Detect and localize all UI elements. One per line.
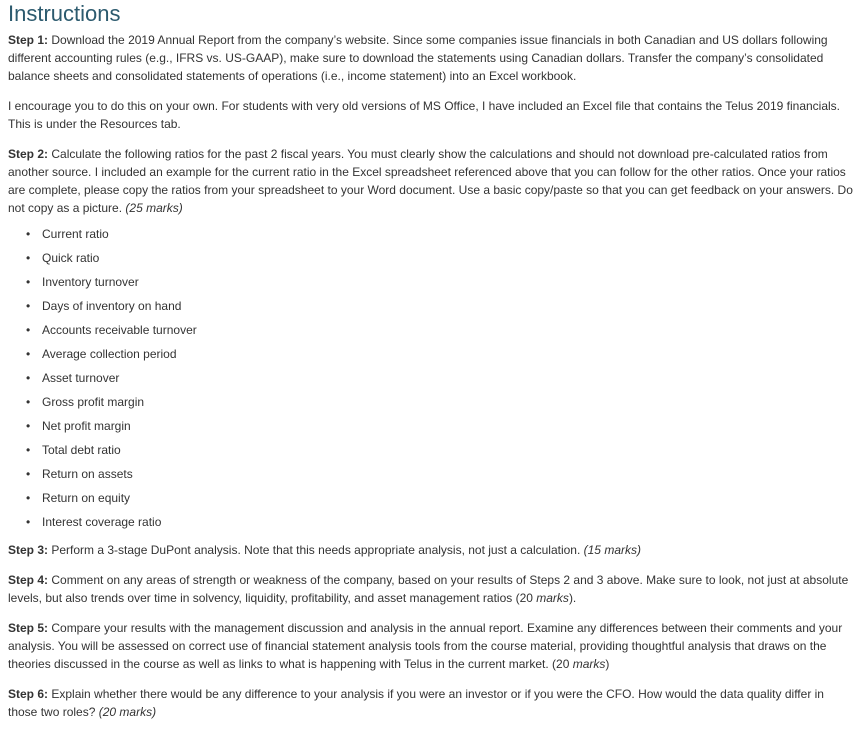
bullet-icon: • [26, 443, 31, 457]
bullet-icon: • [26, 323, 31, 337]
bullet-icon: • [26, 347, 31, 361]
step-5-label: Step 5: [8, 621, 49, 635]
step-4-tail: ). [568, 591, 577, 605]
page-title: Instructions [8, 1, 121, 26]
bullet-icon: • [26, 491, 31, 505]
ratio-label: Inventory turnover [42, 275, 139, 289]
bullet-icon: • [26, 299, 31, 313]
step-4-marks: marks [536, 591, 569, 605]
step-3-label: Step 3: [8, 543, 49, 557]
ratio-label: Quick ratio [42, 251, 100, 265]
step-6-marks: (20 marks) [98, 705, 157, 719]
ratio-label: Average collection period [42, 347, 177, 361]
bullet-icon: • [26, 371, 31, 385]
step-2-marks: (25 marks) [125, 201, 183, 215]
bullet-icon: • [26, 395, 31, 409]
ratio-item [26, 393, 854, 411]
ratio-item [26, 297, 854, 315]
ratio-label: Gross profit margin [42, 395, 145, 409]
ratio-item [26, 345, 854, 363]
ratio-label: Interest coverage ratio [42, 515, 162, 529]
ratio-item [26, 465, 854, 483]
ratio-item [26, 321, 854, 339]
bullet-icon: • [26, 467, 31, 481]
step-1-label: Step 1: [8, 33, 49, 47]
ratio-item [26, 513, 854, 531]
step-1-paragraph [8, 31, 854, 85]
bullet-icon: • [26, 419, 31, 433]
step-6-paragraph [8, 685, 854, 721]
ratio-label: Return on equity [42, 491, 131, 505]
ratio-list [8, 225, 854, 531]
step-5-marks: marks [572, 657, 606, 671]
ratio-label: Asset turnover [42, 371, 120, 385]
bullet-icon: • [26, 251, 31, 265]
step-1-text: Download the 2019 Annual Report from the company’s website. Since some companies issue financials in both Canadian and US dollars following different accounting rules (e.g., IFRS vs. US-GAAP), make sure to download the statements using Canadian dollars. Transfer the company’s consolidated balance sheets and consolidated statements of operations (i.e., income statement) into an Excel workbook. [8, 33, 828, 83]
ratio-item [26, 489, 854, 507]
step-5-tail: ) [605, 657, 610, 671]
resources-note-paragraph [8, 97, 854, 133]
bullet-icon: • [26, 227, 31, 241]
ratio-item [26, 441, 854, 459]
ratio-label: Return on assets [42, 467, 133, 481]
resources-note-text: I encourage you to do this on your own. For students with very old versions of MS Office, I have included an Excel file that contains the Telus 2019 financials. This is under the Resources tab. [8, 99, 841, 131]
ratio-label: Net profit margin [42, 419, 131, 433]
step-2-paragraph [8, 145, 854, 217]
step-6-label: Step 6: [8, 687, 49, 701]
step-2-text: Calculate the following ratios for the past 2 fiscal years. You must clearly show the calculations and should not download pre-calculated ratios from another source. I included an example for the current ratio in the Excel spreadsheet referenced above that you can follow for the other ratios. Once your ratios are complete, please copy the ratios from your spreadsheet to your Word document. Use a basic copy/paste so that you can get feedback on your answers. Do not copy as a picture. [8, 147, 853, 215]
step-3-text: Perform a 3-stage DuPont analysis. Note that this needs appropriate analysis, not just a calculation. [48, 543, 584, 557]
ratio-item [26, 369, 854, 387]
step-4-label: Step 4: [8, 573, 49, 587]
step-6-text: Explain whether there would be any difference to your analysis if you were an investor or if you were the CFO. How would the data quality differ in those two roles? [8, 687, 824, 719]
ratio-item [26, 417, 854, 435]
step-4-text: Comment on any areas of strength or weakness of the company, based on your results of Steps 2 and 3 above. Make sure to look, not just at absolute levels, but also trends over time in solvency, liquidity, profitability, and asset management ratios (20 [8, 573, 849, 605]
bullet-icon: • [26, 515, 31, 529]
step-2-label: Step 2: [8, 147, 49, 161]
ratio-label: Current ratio [42, 227, 109, 241]
step-5-text: Compare your results with the management discussion and analysis in the annual report. Examine any differences between their comments and your analysis. You will be assessed on correct use of financial statement analysis tools from the course material, providing thoughtful analysis that draws on the theories discussed in the course as well as links to what is happening with Telus in the current market. (20 [8, 621, 843, 671]
step-3-paragraph [8, 541, 854, 559]
step-4-paragraph [8, 571, 854, 607]
ratio-label: Total debt ratio [42, 443, 121, 457]
step-5-paragraph [8, 619, 854, 673]
ratio-label: Accounts receivable turnover [42, 323, 197, 337]
ratio-label: Days of inventory on hand [42, 299, 182, 313]
ratio-item [26, 225, 854, 243]
step-3-marks: (15 marks) [583, 543, 641, 557]
ratio-item [26, 249, 854, 267]
bullet-icon: • [26, 275, 31, 289]
ratio-item [26, 273, 854, 291]
